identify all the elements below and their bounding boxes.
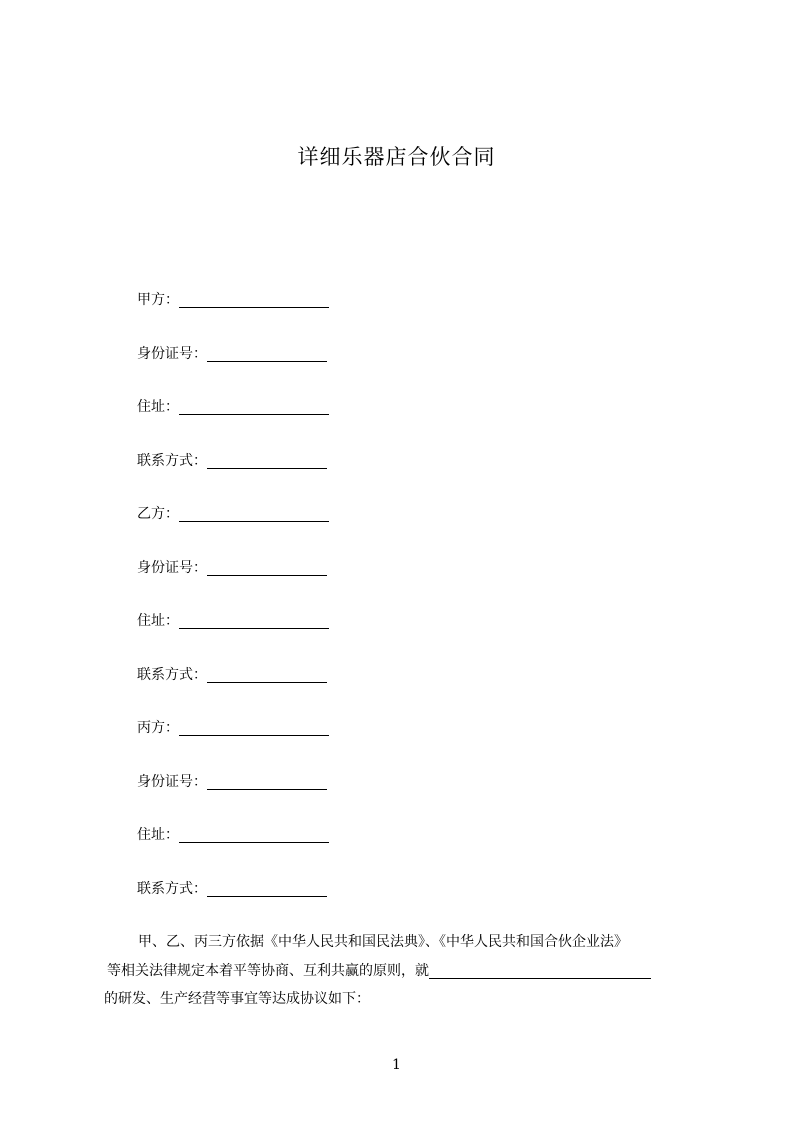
field-label: 联系方式： [137, 880, 207, 897]
party-b-address-field [137, 609, 329, 663]
field-label: 住址： [137, 399, 179, 415]
field-label: 身份证号： [137, 345, 207, 362]
fill-blank [207, 877, 327, 897]
field-label: 乙方： [137, 506, 179, 522]
party-b-id-field [137, 556, 329, 610]
field-label: 联系方式： [137, 666, 207, 683]
party-a-contact-field [137, 449, 329, 503]
party-c-contact-field [137, 877, 329, 931]
party-c-name-field [137, 716, 329, 770]
party-b-contact-field [137, 663, 329, 717]
party-a-address-field [137, 395, 329, 449]
field-label: 甲方： [137, 292, 179, 308]
fill-blank [207, 449, 327, 469]
field-label: 住址： [137, 613, 179, 629]
fill-blank [207, 342, 327, 362]
fill-blank [179, 609, 329, 629]
paragraph-line-3: 的研发、生产经营等事宜等达成协议如下： [104, 991, 370, 1007]
paragraph-line-1: 甲、乙、丙三方依据《中华人民共和国民法典》、《中华人民共和国合伙企业法》 [138, 934, 628, 950]
document-title: 详细乐器店合伙合同 [297, 145, 496, 169]
fill-blank [207, 556, 327, 576]
page-number: 1 [392, 1057, 401, 1073]
party-a-id-field [137, 342, 329, 396]
party-c-id-field [137, 770, 329, 824]
subject-fill-blank [429, 960, 651, 979]
paragraph-line-2-text: 等相关法律规定本着平等协商、互利共赢的原则，就 [107, 962, 429, 979]
field-label: 身份证号： [137, 559, 207, 576]
party-fields [137, 288, 329, 930]
field-label: 联系方式： [137, 452, 207, 469]
field-label: 丙方： [137, 720, 179, 736]
fill-blank [179, 502, 329, 522]
fill-blank [179, 823, 329, 843]
fill-blank [179, 288, 329, 308]
party-b-name-field [137, 502, 329, 556]
field-label: 住址： [137, 827, 179, 843]
paragraph-line-2 [104, 957, 704, 986]
fill-blank [179, 716, 329, 736]
fill-blank [179, 395, 329, 415]
field-label: 身份证号： [137, 773, 207, 790]
fill-blank [207, 770, 327, 790]
agreement-paragraph [104, 928, 704, 1014]
party-a-name-field [137, 288, 329, 342]
fill-blank [207, 663, 327, 683]
party-c-address-field [137, 823, 329, 877]
